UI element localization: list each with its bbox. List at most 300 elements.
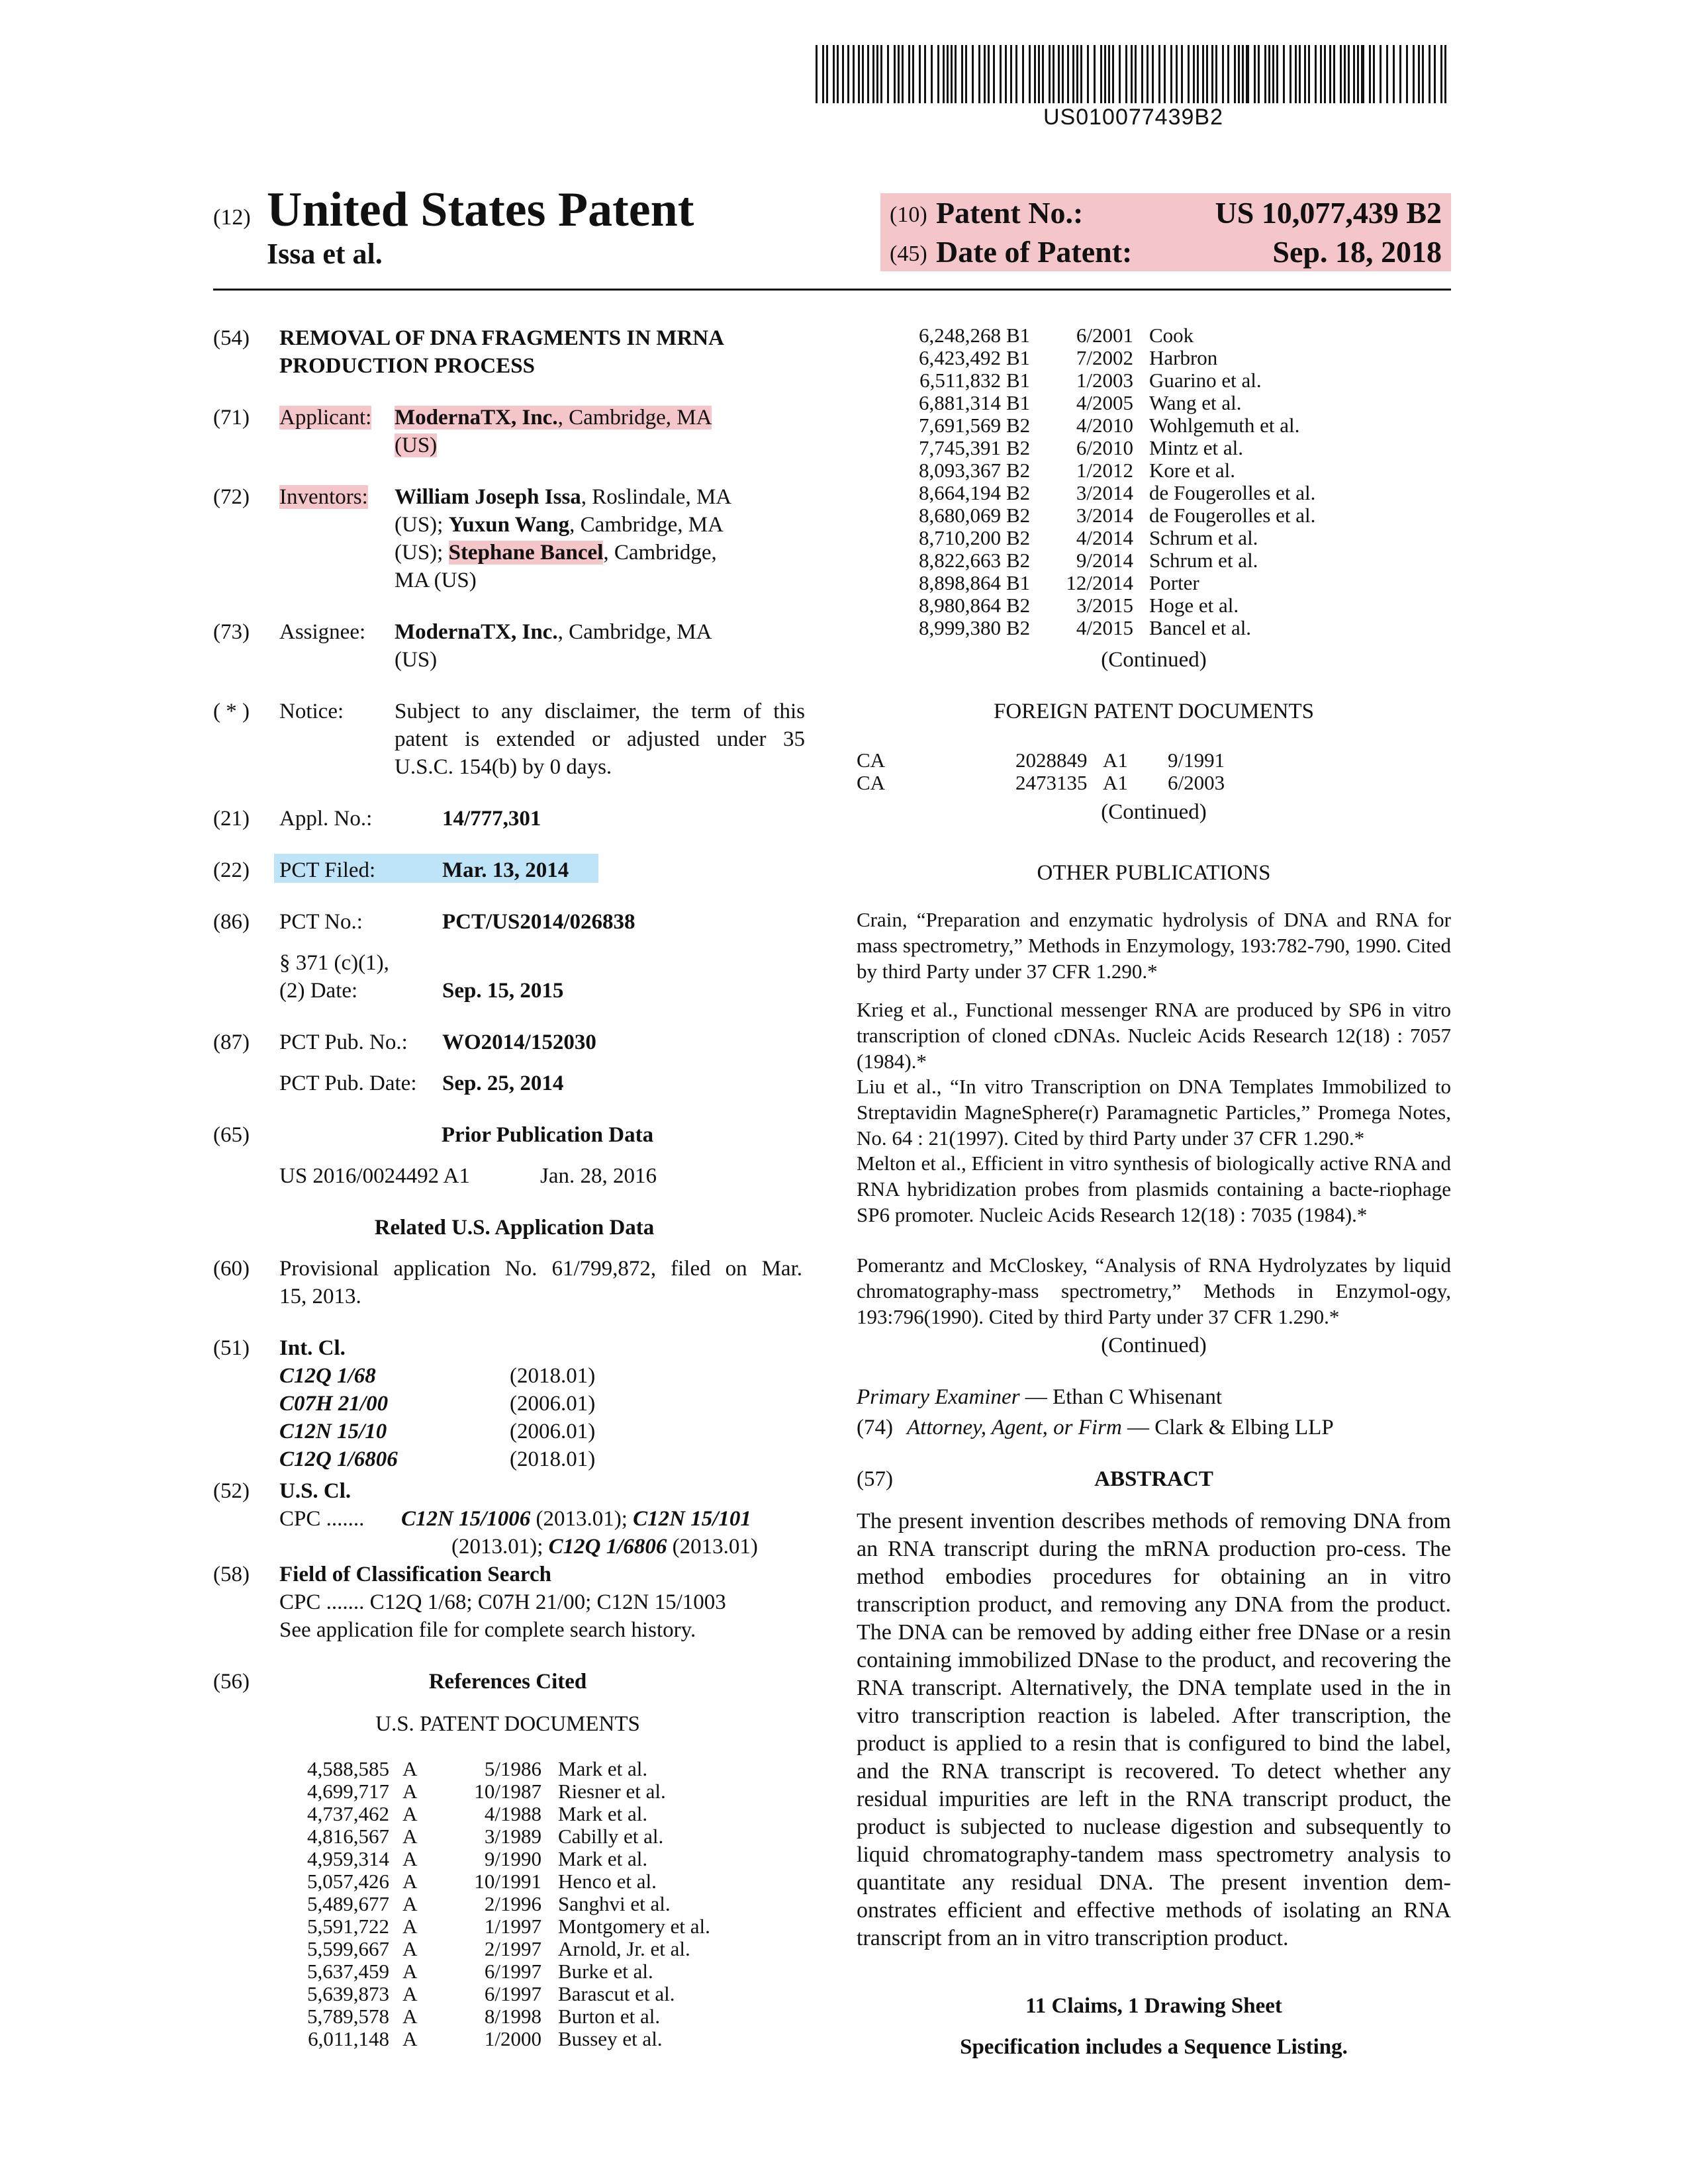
barcode-bar [1029, 45, 1031, 103]
prior-publication-date: Jan. 28, 2016 [540, 1164, 657, 1188]
barcode-bar [1268, 45, 1270, 103]
header-rule [213, 289, 1451, 291]
inventor-1-country: (US); [395, 513, 449, 537]
reference-date: 2/1996 [484, 1892, 541, 1915]
inventor-1-location: , Roslindale, MA [581, 485, 732, 509]
barcode-bar [1283, 45, 1285, 103]
barcode-bar [1131, 45, 1133, 103]
patent-no-label: Patent No.: [936, 196, 1084, 230]
reference-kind: A [402, 1757, 418, 1780]
reference-row [857, 437, 1452, 459]
barcode-bar [1215, 45, 1217, 103]
barcode-bar [1369, 45, 1371, 103]
reference-no: 6,511,832 [919, 369, 1001, 392]
reference-no: 2028849 [1015, 749, 1088, 772]
notice-line-2: patent is extended or adjusted under 35 [395, 727, 805, 751]
f71-num: (71) [213, 406, 250, 430]
barcode-bar [1108, 45, 1110, 103]
barcode-bar [1227, 45, 1229, 103]
reference-name: Sanghvi et al. [558, 1892, 671, 1915]
reference-country: CA [857, 771, 886, 794]
prior-publication-heading: Prior Publication Data [441, 1123, 654, 1147]
reference-row [857, 617, 1452, 639]
reference-kind: B2 [1006, 504, 1031, 527]
pct-pub-date-label: PCT Pub. Date: [279, 1071, 417, 1095]
barcode-bar [1042, 45, 1044, 103]
reference-no: 8,680,069 [919, 504, 1001, 527]
barcode-bar [1289, 45, 1291, 103]
sequence-listing-note: Specification includes a Sequence Listing. [960, 2035, 1348, 2059]
code-45: (45) [890, 242, 927, 266]
barcode-bar [1434, 45, 1436, 103]
f74-num: (74) [857, 1416, 893, 1439]
barcode-bar [1022, 45, 1024, 103]
pct-pub-no-label: PCT Pub. No.: [279, 1030, 408, 1054]
reference-no: 8,980,864 [919, 594, 1001, 617]
barcode-bar [1418, 45, 1420, 103]
reference-kind: B2 [1006, 436, 1031, 459]
int-cl-code: C07H 21/00 [279, 1392, 389, 1416]
barcode-bar [1264, 45, 1266, 103]
publication-item: Pomerantz and McCloskey, “Analysis of RNA Hydrolyzates by liquid chromatography-mass spectrometry,” Methods in Enzymol-ogy, 193:796(1990). Cited by third Party under 37 CFR 1.290.* [857, 1253, 1451, 1328]
reference-no: 5,789,578 [307, 2005, 389, 2028]
reference-date: 4/2015 [1076, 616, 1133, 639]
field-of-search-cpc: CPC ....... C12Q 1/68; C07H 21/00; C12N 15/1003 [279, 1590, 726, 1614]
assignee-country: (US) [395, 648, 438, 672]
barcode-bar [1067, 45, 1069, 103]
reference-kind: A [402, 1870, 418, 1893]
barcode-bar [1152, 45, 1154, 103]
barcode-bar [1315, 45, 1317, 103]
barcode-bar [955, 45, 957, 103]
pct-no: PCT/US2014/026838 [442, 910, 635, 934]
reference-row [857, 594, 1452, 617]
publication-item: Crain, “Preparation and enzymatic hydrolysis of DNA and RNA for mass spectrometry,” Methods in Enzymology, 193:782-790, 1990. Cited by third Party under 37 CFR 1.290.* [857, 908, 1451, 983]
reference-kind: A [402, 1780, 418, 1803]
reference-no: 7,691,569 [919, 414, 1001, 437]
reference-name: Bancel et al. [1149, 616, 1252, 639]
barcode-bar [1320, 45, 1322, 103]
appl-no: 14/777,301 [442, 807, 541, 831]
barcode-bar [978, 45, 980, 103]
barcode-bar [1100, 45, 1102, 103]
barcode-bar [984, 45, 986, 103]
reference-name: Schrum et al. [1149, 549, 1258, 572]
assignee-label: Assignee: [279, 620, 366, 644]
barcode-bar [1049, 45, 1051, 103]
reference-name: Harbron [1149, 346, 1218, 369]
reference-row [263, 1960, 767, 1983]
notice-line-1: Subject to any disclaimer, the term of this [395, 700, 805, 723]
invention-title-1: REMOVAL OF DNA FRAGMENTS IN MRNA [279, 326, 724, 350]
barcode-bar [1357, 45, 1359, 103]
barcode-bar [894, 45, 896, 103]
barcode-bar [1380, 45, 1382, 103]
reference-row [857, 392, 1452, 414]
reference-kind: B2 [1006, 594, 1031, 617]
related-application-heading: Related U.S. Application Data [374, 1216, 655, 1240]
barcode-bar [1005, 45, 1007, 103]
field-of-search-label: Field of Classification Search [279, 1563, 551, 1586]
reference-no: 8,710,200 [919, 526, 1001, 549]
barcode-bar [1308, 45, 1310, 103]
pct-pub-date: Sep. 25, 2014 [442, 1071, 564, 1095]
barcode-bar [833, 45, 835, 103]
authors: Issa et al. [267, 238, 383, 270]
patent-info-box [880, 193, 1451, 271]
f52-num: (52) [213, 1479, 250, 1503]
publication-item: Krieg et al., Functional messenger RNA are produced by SP6 in vitro transcription of cloned cDNAs. Nucleic Acids Research 12(18) : 7057 (1984).* [857, 998, 1451, 1073]
barcode-number: US010077439B2 [1043, 105, 1223, 130]
provisional-line-2: 15, 2013. [279, 1285, 361, 1308]
barcode-bar [1147, 45, 1149, 103]
barcode-bar [1076, 45, 1078, 103]
attorney-label: Attorney, Agent, or Firm [907, 1416, 1122, 1439]
reference-name: Mintz et al. [1149, 436, 1244, 459]
reference-date: 1/2003 [1076, 369, 1133, 392]
barcode-bar [1386, 45, 1388, 103]
barcode-bar [908, 45, 910, 103]
code-10: (10) [890, 203, 927, 227]
applicant-country: (US) [395, 433, 438, 457]
barcode-bar [1324, 45, 1326, 103]
barcode-bar [1353, 45, 1355, 103]
reference-row [857, 549, 1452, 572]
barcode-bar [876, 45, 878, 103]
other-publications-heading: OTHER PUBLICATIONS [1037, 861, 1271, 885]
section-371: § 371 (c)(1), [279, 951, 389, 975]
reference-row [263, 1825, 767, 1848]
reference-row [263, 1848, 767, 1870]
publication-item: Melton et al., Efficient in vitro synthesis of biologically active RNA and RNA hybridization probes from plasmids containing a bacte-riophage SP6 promoter. Nucleic Acids Research 12(18) : 7035 (1984).* [857, 1152, 1451, 1226]
reference-name: Cook [1149, 324, 1194, 347]
reference-no: 5,639,873 [307, 1982, 389, 2005]
reference-no: 5,489,677 [307, 1892, 389, 1915]
barcode-bar [1141, 45, 1143, 103]
notice-label: Notice: [279, 700, 344, 723]
reference-kind: A [402, 1937, 418, 1960]
reference-name: Mark et al. [558, 1847, 648, 1870]
reference-kind: B1 [1006, 324, 1031, 347]
pct-filed-date: Mar. 13, 2014 [442, 858, 569, 882]
reference-row [857, 369, 1452, 392]
pct-no-label: PCT No.: [279, 910, 363, 934]
reference-name: Wang et al. [1149, 391, 1242, 414]
us-cl-date-3: (2013.01) [667, 1535, 758, 1559]
reference-no: 5,057,426 [307, 1870, 389, 1893]
invention-title-2: PRODUCTION PROCESS [279, 354, 535, 378]
reference-name: Porter [1149, 571, 1199, 594]
reference-name: Burton et al. [558, 2005, 661, 2028]
barcode-bar [1299, 45, 1301, 103]
reference-date: 2/1997 [484, 1937, 541, 1960]
f56-num: (56) [213, 1670, 250, 1694]
us-patent-documents-heading: U.S. PATENT DOCUMENTS [375, 1712, 640, 1736]
reference-name: Arnold, Jr. et al. [558, 1937, 690, 1960]
reference-kind: B1 [1006, 346, 1031, 369]
reference-no: 8,822,663 [919, 549, 1001, 572]
reference-kind: B2 [1006, 459, 1031, 482]
barcode-bar [919, 45, 921, 103]
barcode-bar [1246, 45, 1249, 103]
barcode-bar [924, 45, 926, 103]
reference-row [263, 2028, 767, 2050]
barcode-bar [1072, 45, 1074, 103]
reference-date: 3/2014 [1076, 481, 1133, 504]
barcode-bar [1053, 45, 1055, 103]
reference-name: Riesner et al. [558, 1780, 666, 1803]
barcode-bar [951, 45, 953, 103]
reference-name: Hoge et al. [1149, 594, 1239, 617]
reference-date: 6/2003 [1168, 771, 1225, 794]
barcode-bar [867, 45, 869, 103]
barcode-bar [1038, 45, 1040, 103]
f22-num: (22) [213, 858, 250, 882]
reference-kind: B1 [1006, 571, 1031, 594]
reference-date: 1/1997 [484, 1915, 541, 1938]
applicant-name: ModernaTX, Inc. [395, 406, 558, 430]
barcode-bar [1170, 45, 1172, 103]
reference-row [263, 1870, 767, 1893]
date-of-patent-label: Date of Patent: [936, 235, 1133, 269]
barcode-bar [1112, 45, 1114, 103]
reference-no: 6,423,492 [919, 346, 1001, 369]
reference-no: 4,816,567 [307, 1825, 389, 1848]
barcode-bar [862, 45, 864, 103]
reference-no: 4,737,462 [307, 1802, 389, 1825]
reference-row [263, 1915, 767, 1938]
barcode-bar [1202, 45, 1204, 103]
inventor-3-location: , Cambridge, [603, 541, 717, 565]
f54-num: (54) [213, 326, 250, 350]
barcode-bar [1258, 45, 1260, 103]
f86-num: (86) [213, 910, 250, 934]
barcode-bar [872, 45, 874, 103]
f65-num: (65) [213, 1123, 250, 1147]
barcode-bar [947, 45, 949, 103]
reference-kind: B2 [1006, 481, 1031, 504]
document-title: United States Patent [267, 183, 694, 237]
inventors-label: Inventors: [279, 485, 368, 509]
reference-name: Guarino et al. [1149, 369, 1262, 392]
reference-date: 4/1988 [484, 1802, 541, 1825]
appl-no-label: Appl. No.: [279, 807, 373, 831]
us-cl-code-2: C12N 15/101 [633, 1507, 751, 1531]
reference-name: Henco et al. [558, 1870, 657, 1893]
provisional-line-1: Provisional application No. 61/799,872, filed on Mar. [279, 1257, 802, 1281]
reference-kind: B1 [1006, 391, 1031, 414]
us-cl-date-1: (2013.01); [530, 1507, 633, 1531]
patent-no: US 10,077,439 B2 [1215, 196, 1442, 230]
barcode-bar [1393, 45, 1395, 103]
barcode-bar [1344, 45, 1346, 103]
barcode-bar [1304, 45, 1306, 103]
us-refs-continued: (Continued) [1101, 648, 1207, 672]
reference-no: 5,599,667 [307, 1937, 389, 1960]
pct-pub-no: WO2014/152030 [442, 1030, 596, 1054]
prior-publication-number: US 2016/0024492 A1 [279, 1164, 470, 1188]
reference-name: Wohlgemuth et al. [1149, 414, 1300, 437]
barcode-bar [1373, 45, 1375, 103]
barcode-bar [912, 45, 914, 103]
barcode-bar [988, 45, 990, 103]
int-cl-date: (2006.01) [510, 1392, 596, 1416]
int-cl-date: (2006.01) [510, 1420, 596, 1443]
notice-line-3: U.S.C. 154(b) by 0 days. [395, 755, 612, 779]
reference-kind: B2 [1006, 549, 1031, 572]
reference-name: Schrum et al. [1149, 526, 1258, 549]
publication-item: Liu et al., “In vitro Transcription on DNA Templates Immobilized to Streptavidin MagneSphere(r) Paramagnetic Particles,” Promega Notes, No. 64 : 21(1997). Cited by third Party under 37 CFR 1.290.* [857, 1075, 1451, 1150]
barcode-bar [1276, 45, 1278, 103]
reference-kind: A [402, 1892, 418, 1915]
reference-name: de Fougerolles et al. [1149, 504, 1316, 527]
barcode-bar [1399, 45, 1401, 103]
reference-kind: B2 [1006, 616, 1031, 639]
reference-kind: B2 [1006, 414, 1031, 437]
us-cl-label: U.S. Cl. [279, 1479, 352, 1503]
reference-row [857, 772, 1452, 794]
barcode-bar [1125, 45, 1127, 103]
barcode-bar [993, 45, 995, 103]
assignee-location: , Cambridge, MA [557, 620, 712, 644]
reference-date: 9/2014 [1076, 549, 1133, 572]
reference-date: 3/2015 [1076, 594, 1133, 617]
inventor-3-country: MA (US) [395, 569, 477, 592]
reference-row [263, 1780, 767, 1803]
barcode-bar [1034, 45, 1036, 103]
reference-date: 9/1990 [484, 1847, 541, 1870]
reference-kind: A [402, 1915, 418, 1938]
f73-num: (73) [213, 620, 250, 644]
reference-row [857, 504, 1452, 527]
reference-no: 4,959,314 [307, 1847, 389, 1870]
int-cl-code: C12N 15/10 [279, 1420, 387, 1443]
reference-date: 4/2010 [1076, 414, 1133, 437]
barcode-bar [1010, 45, 1012, 103]
barcode-bar [1348, 45, 1350, 103]
reference-row [857, 527, 1452, 549]
barcode-bar [1094, 45, 1096, 103]
barcode-bar [816, 45, 818, 103]
us-cl-code-3: C12Q 1/6806 [548, 1535, 667, 1559]
barcode-bar [880, 45, 882, 103]
reference-name: Mark et al. [558, 1757, 648, 1780]
barcode-bar [1422, 45, 1424, 103]
barcode-bar [1272, 45, 1274, 103]
claims-summary: 11 Claims, 1 Drawing Sheet [1025, 1994, 1282, 2018]
barcode-bar [1333, 45, 1335, 103]
references-cited-heading: References Cited [428, 1670, 587, 1694]
reference-date: 10/1991 [474, 1870, 541, 1893]
barcode-bar [1429, 45, 1430, 103]
barcode-bar [853, 45, 855, 103]
barcode-bar [847, 45, 849, 103]
reference-no: 5,637,459 [307, 1960, 389, 1983]
reference-row [857, 749, 1452, 772]
reference-kind: A [402, 1982, 418, 2005]
barcode-bar [1135, 45, 1137, 103]
reference-date: 12/2014 [1066, 571, 1133, 594]
reference-no: 2473135 [1015, 771, 1088, 794]
applicant-location: , Cambridge, MA [557, 406, 712, 430]
reference-kind: A [402, 2005, 418, 2028]
primary-examiner-label: Primary Examiner [857, 1385, 1020, 1409]
barcode-bar [943, 45, 945, 103]
barcode-bar [842, 45, 844, 103]
pct-filed-label: PCT Filed: [279, 858, 376, 882]
f87-num: (87) [213, 1030, 250, 1054]
reference-name: Kore et al. [1149, 459, 1235, 482]
reference-row [857, 572, 1452, 594]
abstract-text: The present invention describes methods of removing DNA from an RNA transcript during the mRNA production pro-cess. The method embodies procedures for obtaining an in vitro transcription product, and removing any DNA from the product. The DNA can be removed by adding either free DNase or a resin containing immobilized DNase to the product, and recovering the RNA transcript. Alternatively, the DNA template used in the in vitro transcription reaction is labeled. After transcription, the product is applied to a resin that is configured to bind the label, and the RNA transcript is recovered. To detect whether any residual impurities are left in the RNA transcript product, the product is subjected to nuclease digestion and subsequently to liquid chromatography-tandem mass spectrometry analysis to quantitate any residual DNA. The present invention dem-onstrates efficient and effective methods of isolating an RNA transcript from an in vitro transcription product. [857, 1509, 1451, 1950]
barcode-bar [1000, 45, 1002, 103]
barcode [816, 45, 1451, 103]
reference-row [263, 1938, 767, 1960]
barcode-bar [972, 45, 974, 103]
barcode-bar [822, 45, 824, 103]
reference-no: 8,093,367 [919, 459, 1001, 482]
reference-name: Burke et al. [558, 1960, 653, 1983]
barcode-bar [837, 45, 839, 103]
reference-date: 5/1986 [484, 1757, 541, 1780]
int-cl-date: (2018.01) [510, 1447, 596, 1471]
barcode-bar [1062, 45, 1064, 103]
reference-no: 8,898,864 [919, 571, 1001, 594]
barcode-bar [1119, 45, 1121, 103]
barcode-bar [826, 45, 828, 103]
barcode-bar [931, 45, 933, 103]
int-cl-code: C12Q 1/6806 [279, 1447, 398, 1471]
reference-name: Cabilly et al. [558, 1825, 664, 1848]
publications-continued: (Continued) [1101, 1334, 1207, 1357]
reference-no: 8,999,380 [919, 616, 1001, 639]
reference-date: 1/2012 [1076, 459, 1133, 482]
reference-name: de Fougerolles et al. [1149, 481, 1316, 504]
reference-date: 6/1997 [484, 1982, 541, 2005]
code-12: (12) [213, 205, 251, 230]
us-cl-cpc: CPC ....... [279, 1507, 365, 1531]
reference-no: 6,011,148 [308, 2027, 389, 2050]
barcode-bar [1340, 45, 1342, 103]
inventor-2: Yuxun Wang [448, 513, 570, 537]
barcode-bar [961, 45, 963, 103]
reference-kind: B2 [1006, 526, 1031, 549]
reference-row [857, 324, 1452, 347]
reference-kind: A1 [1103, 771, 1128, 794]
f60-num: (60) [213, 1257, 250, 1281]
section-371-date-label: (2) Date: [279, 979, 358, 1003]
reference-kind: A [402, 1802, 418, 1825]
reference-name: Montgomery et al. [558, 1915, 710, 1938]
barcode-bar [1242, 45, 1244, 103]
reference-kind: A [402, 1825, 418, 1848]
reference-date: 6/1997 [484, 1960, 541, 1983]
reference-row [263, 1758, 767, 1780]
barcode-bar [1254, 45, 1256, 103]
barcode-bar [1444, 45, 1446, 103]
barcode-bar [1176, 45, 1178, 103]
reference-date: 3/2014 [1076, 504, 1133, 527]
barcode-bar [1080, 45, 1082, 103]
reference-kind: A1 [1103, 749, 1128, 772]
barcode-bar [1361, 45, 1364, 103]
barcode-bar [1087, 45, 1089, 103]
barcode-bar [1440, 45, 1442, 103]
barcode-bar [965, 45, 967, 103]
primary-examiner: — Ethan C Whisenant [1019, 1385, 1223, 1409]
reference-name: Bussey et al. [558, 2027, 663, 2050]
barcode-bar [1206, 45, 1208, 103]
